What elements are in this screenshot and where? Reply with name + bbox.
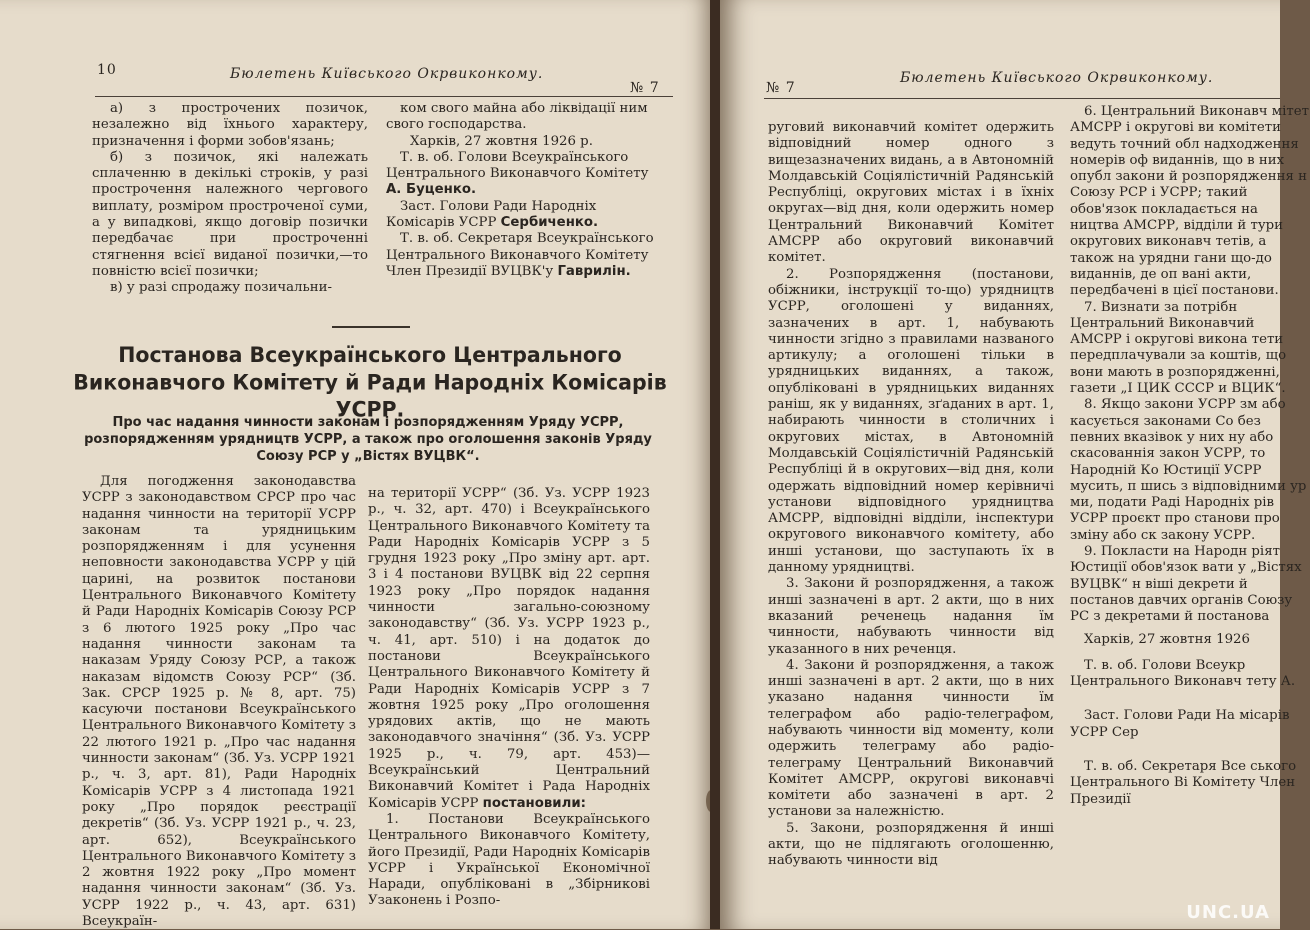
body-column-2 bbox=[368, 486, 650, 929]
paragraph: 8. Якщо закони УСРР зм або касується законами Со без певних вказівок у них ну або скасованнія закон УСРР, то Народній Ко Юстиції УСРР мусить, п шись з відповідними ур ми, подати Раді Народніх рів УСРР проєкт про станови про зміну або ск закону УСРР. bbox=[1070, 397, 1307, 543]
paragraph: 3. Закони й розпорядження, а також инші зазначені в арт. 2 акти, що в них вказаний реченець надання їм чинности, набувають чинности від указанного в них реченця. bbox=[768, 576, 1054, 657]
signatory-2: Заст. Голови Ради Народніх Комісарів УСРР Сербиченко. bbox=[386, 198, 599, 231]
signature-block bbox=[386, 101, 664, 316]
signatory-2: Заст. Голови Ради На місарів УСРР Сер bbox=[1070, 708, 1290, 740]
paragraph: 6. Центральний Виконавч мітет АМСРР і округові ви комітети ведуть точний обл надходження номерів оф виданнів, що в них опубл закони й розпорядження н Союзу РСР і УСРР; такий обов'язок покладається на ництва АМСРР, відділи й тури округових виконавч тетів, а також на урядни гани що-до виданнів, де оп вані акти, передбачені в цієї постанови. bbox=[1070, 104, 1309, 299]
running-title: Бюлетень Київського Окрвиконкому. bbox=[230, 66, 544, 82]
decree-title: Постанова Всеукраїнського Центрального Виконавчого Комітету й Ради Народніх Комісарів УСРР. bbox=[73, 342, 667, 422]
signatory-3: Т. в. об. Секретаря Всеукраїнського Центрального Виконавчого Комітету Член Президії ВУЦВК'у Гаврилін. bbox=[386, 231, 654, 279]
paragraph: 2. Розпорядження (постанови, обіжники, інструкції то-що) урядництв УСРР, оголошені у виданнях, зазначених в арт. 1, набувають чинности згідно з правилами названого артикулу; а оголошені тільки в урядницьких виданнях, а також, опубліковані в урядницьких виданнях раніш, як у виданнях, зґаданих в арт. 1, набирають чинности в столичних і округових містах, в Автономній Молдавській Соціялістичній Радянській Республіці й в округових—від дня, коли одержать відповідний номер керівничі установи відповідного урядництва АМСРР, відповідні відділи, інспектури округового виконавчого комітету, або инші установи, що заступають їх в данному урядництві. bbox=[768, 266, 1054, 576]
decree-subtitle: Про час надання чинности законам і розпорядженням Уряду УСРР, розпорядженням урядництв УСРР, а також про оголошення законів Уряду Союзу РСР у „Вістях ВУЦВК“. bbox=[84, 415, 652, 464]
header-rule bbox=[764, 98, 1280, 99]
issue-number: № 7 bbox=[766, 80, 796, 96]
paragraph: б) з позичок, які належать сплаченню в декількі строків, у разі прострочення належного чергового виплату, розміром простроченої суми, а у випадкові, якщо договір позички передбачає при простроченні стягнення всієї виданої позички,—то повністю всієї позички; bbox=[92, 149, 368, 279]
right-page bbox=[720, 0, 1309, 929]
body-column-2 bbox=[1070, 104, 1310, 929]
paragraph: на території УСРР“ (Зб. Уз. УСРР 1923 р., ч. 32, арт. 470) і Всеукраїнського Центрального Виконавчого Комітету та Ради Народніх Комісарів УСРР з 5 грудня 1923 року „Про зміну арт. арт. 3 і 4 постанови ВУЦВК від 22 серпня 1923 року „Про порядок надання чинности загально-союзному законодавству“ (Зб. Уз. УСРР 1923 р., ч. 41, арт. 510) і на додаток до постанови Всеукраїнського Центрального Виконавчого Комітету й Ради Народніх Комісарів УСРР з 7 жовтня 1925 року „Про оголошення урядових актів, що не мають законодавчого значіння“ (Зб. Уз. УСРР 1925 р., ч. 79, арт. 453)— Всеукраїнський Центральний Виконавчий Комітет і Рада Народніх Комісарів УСРР постановили: bbox=[368, 486, 650, 811]
paragraph: 9. Покласти на Народн ріят Юстиції обов'язок вати у „Вістях ВУЦВК“ н віші декрети й постанов давчих органів Союзу РС з декретами й постанова bbox=[1070, 544, 1302, 625]
signatory-name: Сербиченко. bbox=[500, 215, 599, 231]
paragraph: Для погодження законодавства УСРР з законодавством СРСР про час надання чинности на території УСРР законам та урядницьким розпорядженням і для усунення неповности законодавства УСРР у цій царині, на розвиток постанови Центрального Виконавчого Комітету й Ради Народніх Комісарів Союзу РСР з 6 лютого 1925 року „Про час надання чинности законам та наказам Уряду Союзу РСР, а також наказам відомств Союзу РСР“ (Зб. Зак. СРСР 1925 р. № 8, арт. 75) касуючи постанови Всеукраїнського Центрального Виконавчого Комітету з 22 лютого 1921 р. „Про час надання чинности законам“ (Зб. Уз. УСРР 1921 р., ч. 3, арт. 81), Ради Народніх Комісарів УСРР з 4 листопада 1921 року „Про порядок реєстрації декретів“ (Зб. Уз. УСРР 1921 р., ч. 23, арт. 652), Всеукраїнського Центрального Виконавчого Комітету з 2 жовтня 1922 року „Про момент надання чинности законам“ (Зб. Уз. УСРР 1922 р., ч. 43, арт. 631) Всеукраїн- bbox=[82, 474, 356, 930]
watermark-logo: UNC.UA bbox=[1186, 902, 1270, 923]
paragraph: 1. Постанови Всеукраїнського Центрального Виконавчого Комітету, його Президії, Ради Народніх Комісарів УСРР і Української Економічної Наради, опубліковані в „Збірникові Узаконень і Розпо- bbox=[368, 811, 650, 909]
signatory-3: Т. в. об. Секретаря Все ського Центрального Ві Комітету Член Президії bbox=[1070, 758, 1297, 807]
header-rule bbox=[95, 96, 673, 97]
body-column-1 bbox=[768, 120, 1054, 929]
place-date: Харків, 27 жовтня 1926 bbox=[1084, 631, 1250, 647]
paragraph: 5. Закони, розпорядження й инші акти, що не підлягають оголошенню, набувають чинности від bbox=[768, 820, 1054, 869]
running-title: Бюлетень Київського Окрвиконкому. bbox=[900, 70, 1214, 86]
signatory-name: А. Буценко. bbox=[386, 182, 477, 198]
continuation-column-1 bbox=[92, 101, 368, 304]
paragraph: в) у разі спродажу позичальни- bbox=[110, 280, 332, 296]
paragraph: руговий виконавчий комітет одержить відповідний номер одного з вищезазначених видань, а в Автономній Молдавській Соціялістичній Радянській Республіці, округових містах і в їхніх округах—від дня, коли одержить номер Центральний Виконавчий Комітет АМСРР або округовий виконавчий комітет. bbox=[768, 120, 1054, 266]
paragraph: ком свого майна або ліквідації ним свого господарства. bbox=[386, 101, 648, 133]
issue-number: № 7 bbox=[630, 80, 660, 96]
body-column-1 bbox=[82, 474, 356, 929]
section-divider bbox=[332, 326, 410, 328]
signatory-name: Гаврилін. bbox=[557, 263, 631, 279]
place-date: Харків, 27 жовтня 1926 р. bbox=[410, 133, 593, 149]
signatory-1: Т. в. об. Голови Всеукр Центрального Виконавч тету А. bbox=[1070, 657, 1296, 690]
paragraph: а) з прострочених позичок, незалежно від їхнього характеру, призначення і форми зобов'язань; bbox=[92, 101, 368, 149]
page-number: 10 bbox=[97, 62, 117, 78]
resolution-keyword: постановили: bbox=[482, 795, 586, 811]
paragraph: 4. Закони й розпорядження, а також инші зазначені в арт. 2 акти, що в них указано надання чинности їм телеграфом або радіо-телеграфом, набувають чинности від моменту, коли одержить телеграму або радіо-телеграму Центральний Виконавчий Комітет АМСРР, округові виконавчі комітети або зазначені в арт. 2 установи за належністю. bbox=[768, 657, 1054, 820]
paragraph: 7. Визнати за потрібн Центральний Виконавчий АМСРР і округові викона тети передплачували за коштів, що вони мають в розпорядженні, газети „І ЦИК СССР и ВЦИК“. bbox=[1070, 299, 1287, 397]
signatory-1: Т. в. об. Голови Всеукраїнського Центрального Виконавчого Комітету А. Буценко. bbox=[386, 149, 649, 198]
